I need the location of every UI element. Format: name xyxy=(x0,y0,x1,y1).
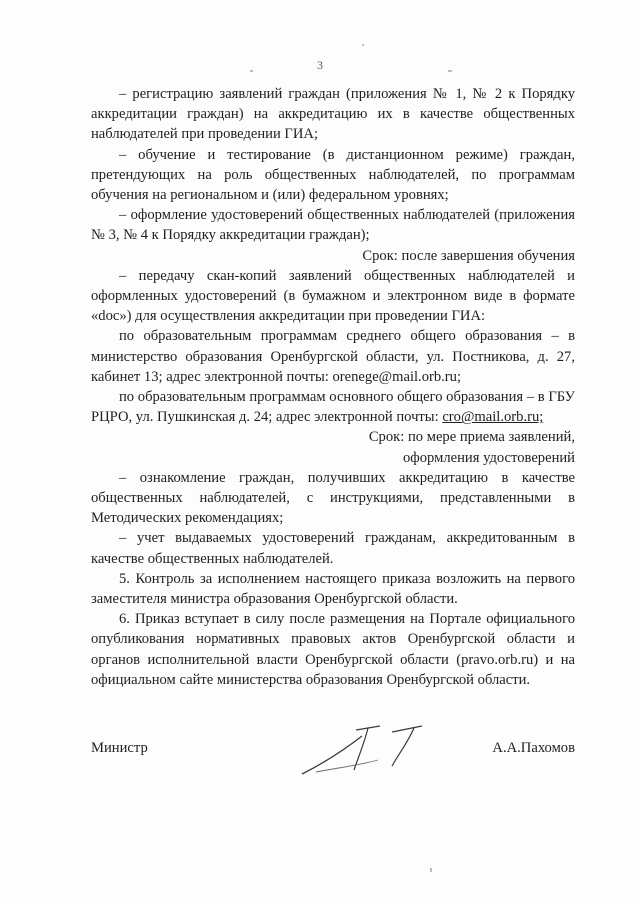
scan-speck xyxy=(430,868,432,872)
document-body xyxy=(91,84,575,690)
paragraph-control: 5. Контроль за исполнением настоящего приказа возложить на первого заместителя министра образования Оренбургской области. xyxy=(91,570,575,608)
deadline-applications-line1: Срок: по мере приема заявлений, xyxy=(368,429,575,446)
item-basic-education xyxy=(91,387,575,427)
scan-speck xyxy=(362,44,364,46)
item-registration: – регистрацию заявлений граждан (приложения № 1, № 2 к Порядку аккредитации граждан) на аккредитацию их в качестве общественных наблюдателей при проведении ГИА; xyxy=(91,86,575,143)
deadline-applications-line2: оформления удостоверений xyxy=(402,449,575,466)
page-number: 3 xyxy=(317,58,323,72)
item-certificates: – оформление удостоверений общественных наблюдателей (приложения № 3, № 4 к Порядку аккредитации граждан); xyxy=(91,207,575,244)
handwritten-signature xyxy=(296,722,436,782)
item-training: – обучение и тестирование (в дистанционном режиме) граждан, претендующих на роль общественных наблюдателей, по программам обучения на региональном и (или) федеральном уровнях; xyxy=(91,146,575,204)
item-secondary-education: по образовательным программам среднего общего образования – в министерство образования Оренбургской области, ул. Постникова, д. 27, кабинет 13; адрес электронной почты: orenege@mail.orb.ru; xyxy=(91,328,575,385)
paragraph-entry-into-force: 6. Приказ вступает в силу после размещения на Портале официального опубликования нормативных правовых актов Оренбургской области и органов исполнительной власти Оренбургской области (pravo.orb.ru) и на официальном сайте министерства образования Оренбургской области. xyxy=(91,611,575,688)
item-transfer-scans: – передачу скан-копий заявлений общественных наблюдателей и оформленных удостоверений (в бумажном и электронном виде в формате «doc») для осуществления аккредитации при проведении ГИА: xyxy=(91,267,575,325)
signature-block xyxy=(91,740,575,800)
item-familiarization: – ознакомление граждан, получивших аккредитацию в качестве общественных наблюдателей, с инструкциями, представленными в Методических рекомендациях; xyxy=(91,469,575,527)
scan-speck xyxy=(250,70,253,72)
scan-speck xyxy=(448,70,452,72)
email-link[interactable]: cro@mail.orb.ru; xyxy=(442,409,544,426)
signatory-title: Министр xyxy=(91,740,148,756)
signatory-name: А.А.Пахомов xyxy=(492,740,575,756)
item-accounting: – учет выдаваемых удостоверений гражданам, аккредитованным в качестве общественных наблюдателей. xyxy=(91,530,575,567)
deadline-after-training: Срок: после завершения обучения xyxy=(362,247,575,264)
basic-education-text: по образовательным программам основного общего образования – в ГБУ РЦРО, ул. Пушкинская д. 24; адрес электронной почты: xyxy=(91,389,575,426)
